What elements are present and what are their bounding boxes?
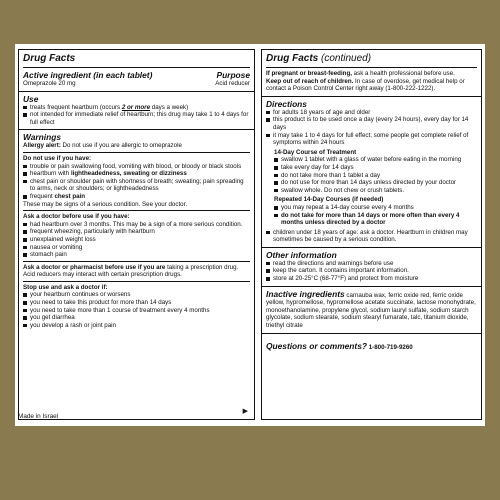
list-item: nausea or vomiting xyxy=(23,244,250,252)
drug-facts-label xyxy=(15,44,485,426)
drug-facts-panel-left xyxy=(18,49,255,420)
list-item: do not take for more than 14 days or more often than every 4 months unless directed by a doctor xyxy=(274,212,477,227)
list-item: stomach pain xyxy=(23,251,250,259)
phone-number: 1-800-719-9260 xyxy=(366,343,413,351)
directions-heading: Directions xyxy=(266,98,307,109)
list-item: it may take 1 to 4 days for full effect; some people get complete relief of symptoms within 24 hours xyxy=(266,132,477,147)
continued-title-section xyxy=(262,50,481,97)
purpose: Acid reducer xyxy=(215,80,250,87)
warnings-heading: Warnings xyxy=(23,132,62,143)
inactive-ingredients-section xyxy=(262,287,481,334)
do-not-use-heading: Do not use if you have: xyxy=(23,154,92,162)
title-section xyxy=(19,50,254,92)
continued-arrow-icon: ▶ xyxy=(242,408,248,415)
warnings-section xyxy=(19,130,254,332)
list-item: not intended for immediate relief of heartburn; this drug may take 1 to 4 days for full effect xyxy=(23,111,250,126)
drug-facts-panel-right xyxy=(261,49,482,420)
repeat-heading: Repeated 14-Day Courses (if needed) xyxy=(274,196,384,204)
pregnancy-warning: If pregnant or breast-feeding, ask a health professional before use. xyxy=(266,70,455,77)
other-information-heading: Other information xyxy=(266,249,337,260)
drug-facts-continued-title: Drug Facts (continued) xyxy=(266,53,372,64)
do-not-use-block xyxy=(23,152,250,208)
stop-use-heading: Stop use and ask a doctor if: xyxy=(23,283,108,291)
list-item: chest pain or shoulder pain with shortness of breath; sweating; pain spreading to arms, neck or shoulders; or lightheadedness xyxy=(23,178,250,193)
directions-section xyxy=(262,97,481,248)
ask-doctor-heading: Ask a doctor before use if you have: xyxy=(23,213,130,221)
do-not-use-note: These may be signs of a serious condition. See your doctor. xyxy=(23,200,188,208)
active-ingredient: Omeprazole 20 mg xyxy=(23,80,76,87)
ask-doctor-block xyxy=(23,210,250,259)
allergy-alert: Allergy alert: Do not use if you are allergic to omeprazole xyxy=(23,142,182,150)
list-item: you develop a rash or joint pain xyxy=(23,322,250,330)
questions-section xyxy=(262,334,481,357)
list-item: take every day for 14 days xyxy=(274,164,477,172)
list-item: this product is to be used once a day (every 24 hours), every day for 14 days xyxy=(266,116,477,131)
list-item: you need to take more than 1 course of treatment every 4 months xyxy=(23,307,250,315)
list-item: for adults 18 years of age and older xyxy=(266,109,477,117)
made-in-text: Made in Israel xyxy=(18,413,59,420)
other-information-section xyxy=(262,248,481,287)
list-item: do not use for more than 14 days unless directed by your doctor xyxy=(274,179,477,187)
list-item: trouble or pain swallowing food, vomiting with blood, or bloody or black stools xyxy=(23,163,250,171)
list-item: swallow 1 tablet with a glass of water before eating in the morning xyxy=(274,156,477,164)
drug-facts-title: Drug Facts xyxy=(23,53,76,64)
list-item: keep the carton. It contains important information. xyxy=(266,267,477,275)
list-item: treats frequent heartburn (occurs 2 or more days a week) xyxy=(23,104,250,112)
purpose-heading: Purpose xyxy=(216,70,250,80)
stop-use-block xyxy=(23,281,250,330)
questions-heading: Questions or comments? xyxy=(266,340,367,351)
list-item: do not take more than 1 tablet a day xyxy=(274,172,477,180)
list-item: you may repeat a 14-day course every 4 months xyxy=(274,204,477,212)
list-item: children under 18 years of age: ask a doctor. Heartburn in children may sometimes be caused by a serious condition. xyxy=(266,229,477,244)
list-item: unexplained weight loss xyxy=(23,236,250,244)
course-heading: 14-Day Course of Treatment xyxy=(274,148,357,156)
list-item: swallow whole. Do not chew or crush tablets. xyxy=(274,187,477,195)
inactive-ingredients-heading: Inactive ingredients xyxy=(266,288,345,299)
list-item: your heartburn continues or worsens xyxy=(23,291,250,299)
list-item: store at 20-25°C (68-77°F) and protect from moisture xyxy=(266,275,477,283)
list-item: heartburn with lightheadedness, sweating or dizziness xyxy=(23,170,250,178)
list-item: read the directions and warnings before use xyxy=(266,260,477,268)
active-ingredient-heading: Active ingredient (in each tablet) xyxy=(23,70,153,80)
list-item: you need to take this product for more than 14 days xyxy=(23,299,250,307)
keep-out-of-reach: Keep out of reach of children. In case of overdose, get medical help or contact a Poison Control Center right away (1-800-222-1222). xyxy=(266,77,465,93)
use-heading: Use xyxy=(23,93,39,104)
list-item: had heartburn over 3 months. This may be a sign of a more serious condition. xyxy=(23,221,250,229)
list-item: you get diarrhea xyxy=(23,314,250,322)
list-item: frequent wheezing, particularly with heartburn xyxy=(23,228,250,236)
ask-pharmacist-block: Ask a doctor or pharmacist before use if you are taking a prescription drug. Acid reducers may interact with certain prescription drugs. xyxy=(23,261,250,279)
list-item: frequent chest pain xyxy=(23,193,250,201)
inactive-ingredients-text: carnauba wax, ferric oxide red, ferric oxide yellow, hypromellose, hypromellose acetate succinate, lactose monohydrate, monoethanolamine, propylene glycol, sodium lauryl sulfate, sodium starch glycolate, sodium stearate, sodium stearyl fumarate, talc, titanium dioxide, triethyl citrate xyxy=(266,291,476,330)
use-section xyxy=(19,92,254,131)
